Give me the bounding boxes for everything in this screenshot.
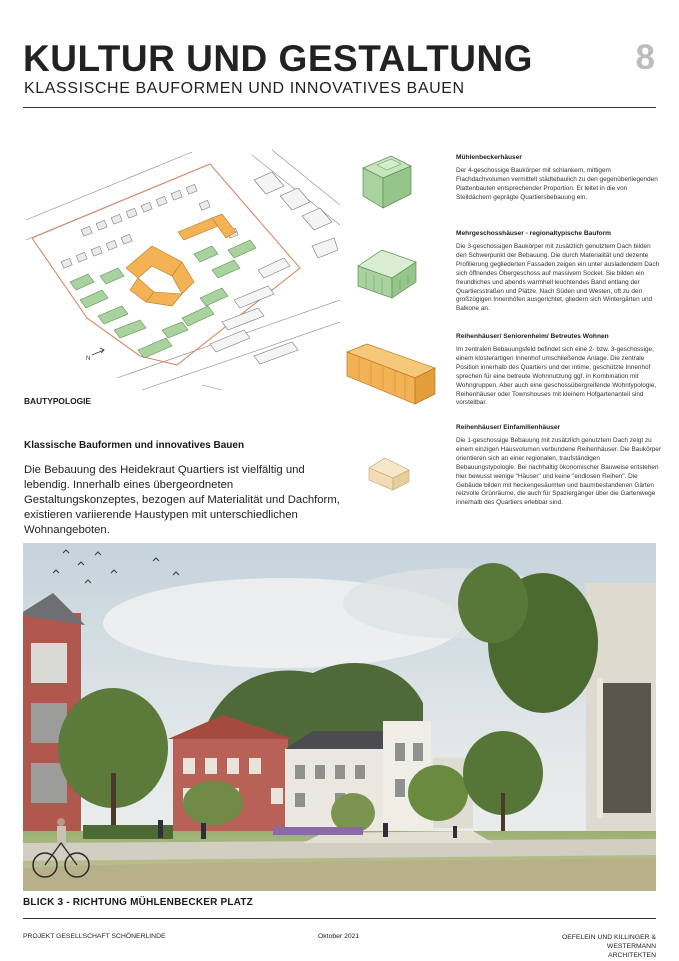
- plan-label: BAUTYPOLOGIE: [24, 396, 92, 406]
- intro-heading: Klassische Bauformen und innovatives Bauen: [24, 440, 245, 451]
- type-description-einfamilienhaus: [456, 424, 661, 508]
- type-heading: Mehrgeschosshäuser - regionaltypische Bauform: [456, 230, 611, 237]
- einfamilienhaus-volume-icon: [365, 452, 415, 492]
- street-view-rendering: [23, 543, 656, 891]
- type-text: Der 4-geschossige Baukörper mit schlankem, mittigem Flachdachvolumen vermittelt städtebaulich zu den gegenüberliegenden Plattenbauten entsprechender Proportion. Er leitet in die von Steildächern geprägte Quartiersbebauung ein.: [456, 167, 658, 201]
- type-text: Die 3-geschossigen Baukörper mit zusätzlich genutztem Dach bilden den Schwerpunkt der Bebauung. Die durch Materialität und dezente Profilierung gegliederten Fassaden zeigen ein unter ausladendem Dach sich öffnendes Obergeschoss auf massivem Sockel. Sie bilden ein freundliches und abends warmhell leuchtendes Band entlang der Quartiersstraßen und Plätze. Nach Süden und Westen, oft zu den großzügigen Innenhöfen ausgerichtet, gliedern sich Wintergärten und Balkone an.: [456, 243, 660, 313]
- intro-text: Die Bebauung des Heidekraut Quartiers ist vielfältig und lebendig. Innerhalb eines übergeordneten Gestaltungskonzeptes, bezogen auf Materialität und Dachform, existieren variierende Haustypen mit unterschiedlichen Wohnangeboten.: [24, 464, 340, 536]
- type-description-reihenhaus-senioren: [456, 333, 661, 408]
- page-number: 8: [635, 38, 655, 77]
- type-heading: Mühlenbeckerhäuser: [456, 154, 522, 161]
- type-text: Die 1-geschossige Bebauung mit zusätzlich genutztem Dach zeigt zu einem einzigen Hausvolumen verbundene Reihenhäuser. Die Baukörper orientieren sich an einer regionalen, traufständigen Bebauungstypologie. Bei nachhaltig ökonomischer Bauweise entstehen hier bewusst wenige "Häuser" und keine "endlosen Reihen". Die Gebäude bilden mit heckengesäumten und baumbestandenen Gärten reizvolle Grünräume, die auch für Spaziergänger über die Gartenwege innerhalb des Quartiers erlebbar sind.: [456, 437, 661, 507]
- reihenhaus-senioren-volume-icon: [343, 338, 438, 408]
- photo-caption: BLICK 3 - RICHTUNG MÜHLENBECKER PLATZ: [23, 897, 253, 908]
- footer-architects-line1: OEFELEIN UND KILLINGER & WESTERMANN: [561, 934, 656, 950]
- svg-text:N: N: [86, 356, 91, 362]
- type-description-muehlenbecker: [456, 154, 661, 203]
- footer-divider: [23, 918, 656, 919]
- mehrgeschoss-volume-icon: [352, 242, 422, 300]
- type-text: Im zentralen Bebauungsfeld befindet sich eine 2- bzw. 3-geschossige, einem klosterartigen Innenhof umschließende Anlage. Die zentrale Position innerhalb des Quartiers und der intime, geschützte Innenhof sprechen für eine betreute Wohnnutzung ggf. in Kombination mit Wohngruppen. Aber auch eine geschossübergreifende Wohntypologie, Reihenhäuser oder Townshouses mit kleinem Hofgartenanteil sind vorstellbar.: [456, 346, 657, 407]
- site-plan-axonometric: [22, 150, 340, 390]
- type-heading: Reihenhäuser/ Einfamilienhäuser: [456, 424, 561, 431]
- type-description-mehrgeschoss: [456, 230, 661, 314]
- footer-architects: [515, 933, 656, 960]
- header-divider: [23, 107, 656, 108]
- muehlenbecker-volume-icon: [355, 150, 417, 212]
- page-title: KULTUR UND GESTALTUNG: [23, 38, 533, 79]
- page-subtitle: KLASSISCHE BAUFORMEN UND INNOVATIVES BAUEN: [24, 80, 465, 97]
- footer-architects-line2: ARCHITEKTEN: [608, 952, 656, 959]
- footer-date: Oktober 2021: [318, 933, 360, 940]
- footer-project: PROJEKT GESELLSCHAFT SCHÖNERLINDE: [23, 933, 166, 940]
- type-heading: Reihenhäuser/ Seniorenheim/ Betreutes Wohnen: [456, 333, 609, 340]
